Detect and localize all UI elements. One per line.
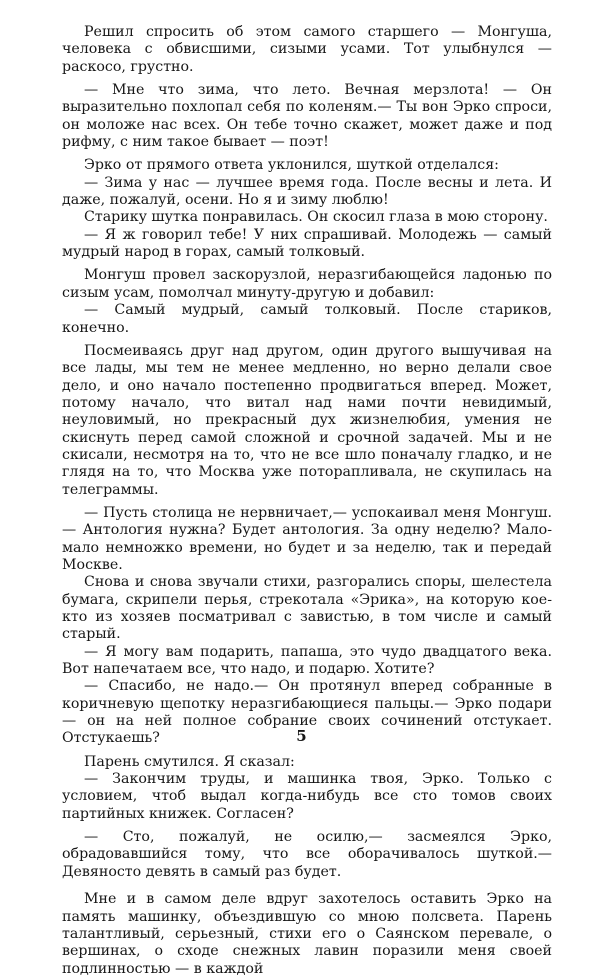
paragraph-12: — Я могу вам подарить, папаша, это чудо двадцатого века. Вот напечатаем все, что надо, и подарю. Хотите? — [62, 643, 552, 678]
paragraph-11: Снова и снова звучали стихи, разгорались споры, шелестела бумага, скрипели перья, стрекотала «Эрика», на которую кое-кто из хозяев посматривал с завистью, в том числе и самый старый. — [62, 574, 552, 643]
paragraph-7: Монгуш провел заскорузлой, неразгибающейся ладонью по сизым усам, помолчал минуту-другую и добавил: — [62, 267, 552, 301]
paragraph-17: Мне и в самом деле вдруг захотелось оставить Эрко на память машинку, объездившую со мною полсвета. Парень талантливый, серьезный, стихи его о Саянском перевале, о вершинах, о сходе снежных лавин поразили меня своей подлинностью — в каждой — [62, 891, 552, 977]
paragraph-16: — Сто, пожалуй, не осилю,— засмеялся Эрко, обрадовавшийся тому, что все оборачивалось шуткой.— Девяносто девять в самый раз будет. — [62, 829, 552, 880]
paragraph-13: — Спасибо, не надо.— Он протянул вперед собранные в коричневую щепотку неразгибающиеся пальцы.— Эрко подари — он на ней полное собрание своих сочинений отстукает. Отстукаешь? — [62, 678, 552, 747]
paragraph-15: — Закончим труды, и машинка твоя, Эрко. Только с условием, чтоб выдал когда-нибудь все сто томов своих партийных книжек. Согласен? — [62, 771, 552, 822]
paragraph-1: Решил спросить об этом самого старшего — Монгуша, человека с обвисшими, сизыми усами. Тот улыбнулся — раскосо, грустно. — [62, 24, 552, 75]
paragraph-4: — Зима у нас — лучшее время года. После весны и лета. И даже, пожалуй, осени. Но я и зиму люблю! — [62, 174, 552, 209]
paragraph-10: — Пусть столица не нервничает,— успокаивал меня Монгуш.— Антология нужна? Будет антология. За одну неделю? Мало-мало немножко времени, но будет и за неделю, так и передай Москве. — [62, 504, 552, 573]
paragraph-9: Посмеиваясь друг над другом, один другого вышучивая на все лады, мы тем не менее медленно, но верно делали свое дело, и оно начало постепенно продвигаться вперед. Может, потому начало, что витал над нами почти невидимый, неуловимый, но прекрасный дух жизнелюбия, умения не скиснуть перед самой сложной и срочной задачей. Мы и не скисали, несмотря на то, что не все шло поначалу гладко, и не глядя на то, что Москва уже поторапливала, не скупилась на телеграммы. — [62, 342, 552, 498]
paragraph-6: — Я ж говорил тебе! У них спрашивай. Молодежь — самый мудрый народ в горах, самый толковый. — [62, 226, 552, 261]
book-page-body — [62, 24, 552, 978]
paragraph-8: — Самый мудрый, самый толковый. После стариков, конечно. — [62, 302, 552, 336]
paragraph-14: Парень смутился. Я сказал: — [84, 753, 295, 770]
page-number: 5 — [296, 727, 307, 745]
paragraph-5: Старику шутка понравилась. Он скосил глаза в мою сторону. — [84, 209, 548, 226]
paragraph-2: — Мне что зима, что лето. Вечная мерзлота! — Он выразительно похлопал себя по коленям.— Ты вон Эрко спроси, он моложе нас всех. Он тебе точно скажет, может даже и под рифму, с ним такое бывает — поэт! — [62, 82, 552, 151]
paragraph-3: Эрко от прямого ответа уклонился, шуткой отделался: — [84, 157, 499, 174]
